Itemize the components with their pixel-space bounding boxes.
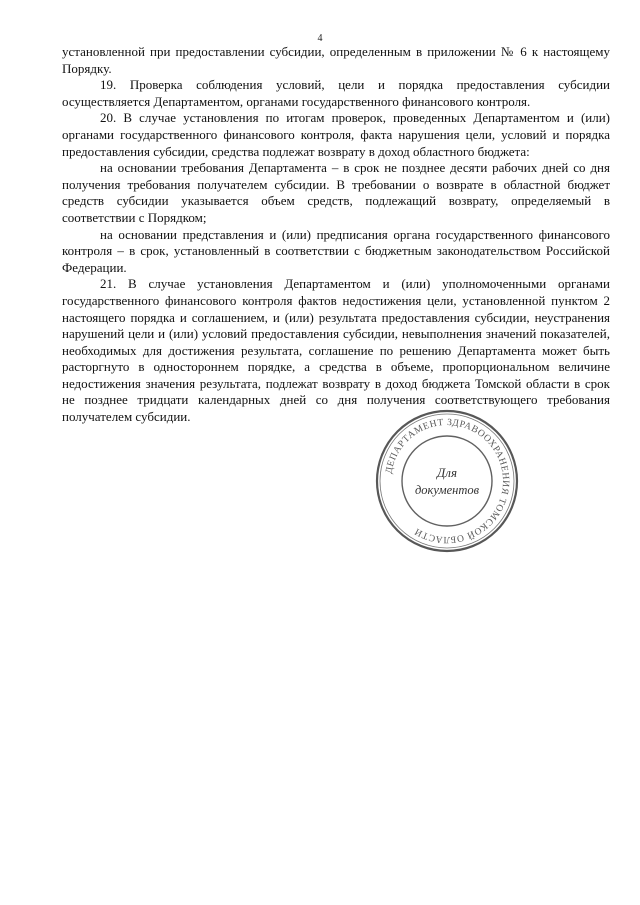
stamp-center-line1: Для <box>437 465 457 480</box>
stamp-ring-text: ДЕПАРТАМЕНТ ЗДРАВООХРАНЕНИЯ ТОМСКОЙ ОБЛАСТИ <box>383 416 512 546</box>
stamp-seal-icon <box>374 408 520 554</box>
paragraph-continuation: установленной при предоставлении субсидии, определенным в приложении № 6 к настоящему Порядку. <box>62 44 610 76</box>
paragraph-19: 19. Проверка соблюдения условий, цели и порядка предоставления субсидии осуществляется Департаментом, органами государственного финансового контроля. <box>62 77 610 109</box>
paragraph-20-order: на основании представления и (или) предписания органа государственного финансового контроля – в срок, установленный в соответствии с бюджетным законодательством Российской Федерации. <box>62 226 610 275</box>
paragraph-21: 21. В случае установления Департаментом и (или) уполномоченными органами государственного финансового контроля фактов недостижения цели, установленной пунктом 2 настоящего порядка и соглашением, и (или) результата предоставления субсидии, неустранения нарушений цели и (или) условий предоставления субсидии, невыполнения значений показателей, необходимых для достижения результата, соглашение по решению Департамента может быть расторгнуто в одностороннем порядке, а средства в объеме, пропорциональном величине недостижения значения результата, подлежат возврату в доход бюджета Томской области в срок не позднее тридцати календарных дней со дня получения соответствующего требования получателем субсидии. <box>62 276 610 425</box>
stamp-center-line2: документов <box>414 483 480 497</box>
paragraph-20: 20. В случае установления по итогам проверок, проведенных Департаментом и (или) органами государственного финансового контроля, факта нарушения цели, условий и порядка предоставления субсидии, средства подлежат возврату в доход областного бюджета: <box>62 110 610 159</box>
page-number: 4 <box>317 33 323 44</box>
paragraph-20-requirement: на основании требования Департамента – в срок не позднее десяти рабочих дней со дня получения требования получателем субсидии. В требовании о возврате в областной бюджет средств субсидии указывается объем средств, подлежащий возврату, определяемый в соответствии с Порядком; <box>62 160 610 225</box>
document-body <box>62 44 610 426</box>
official-stamp <box>374 408 520 554</box>
